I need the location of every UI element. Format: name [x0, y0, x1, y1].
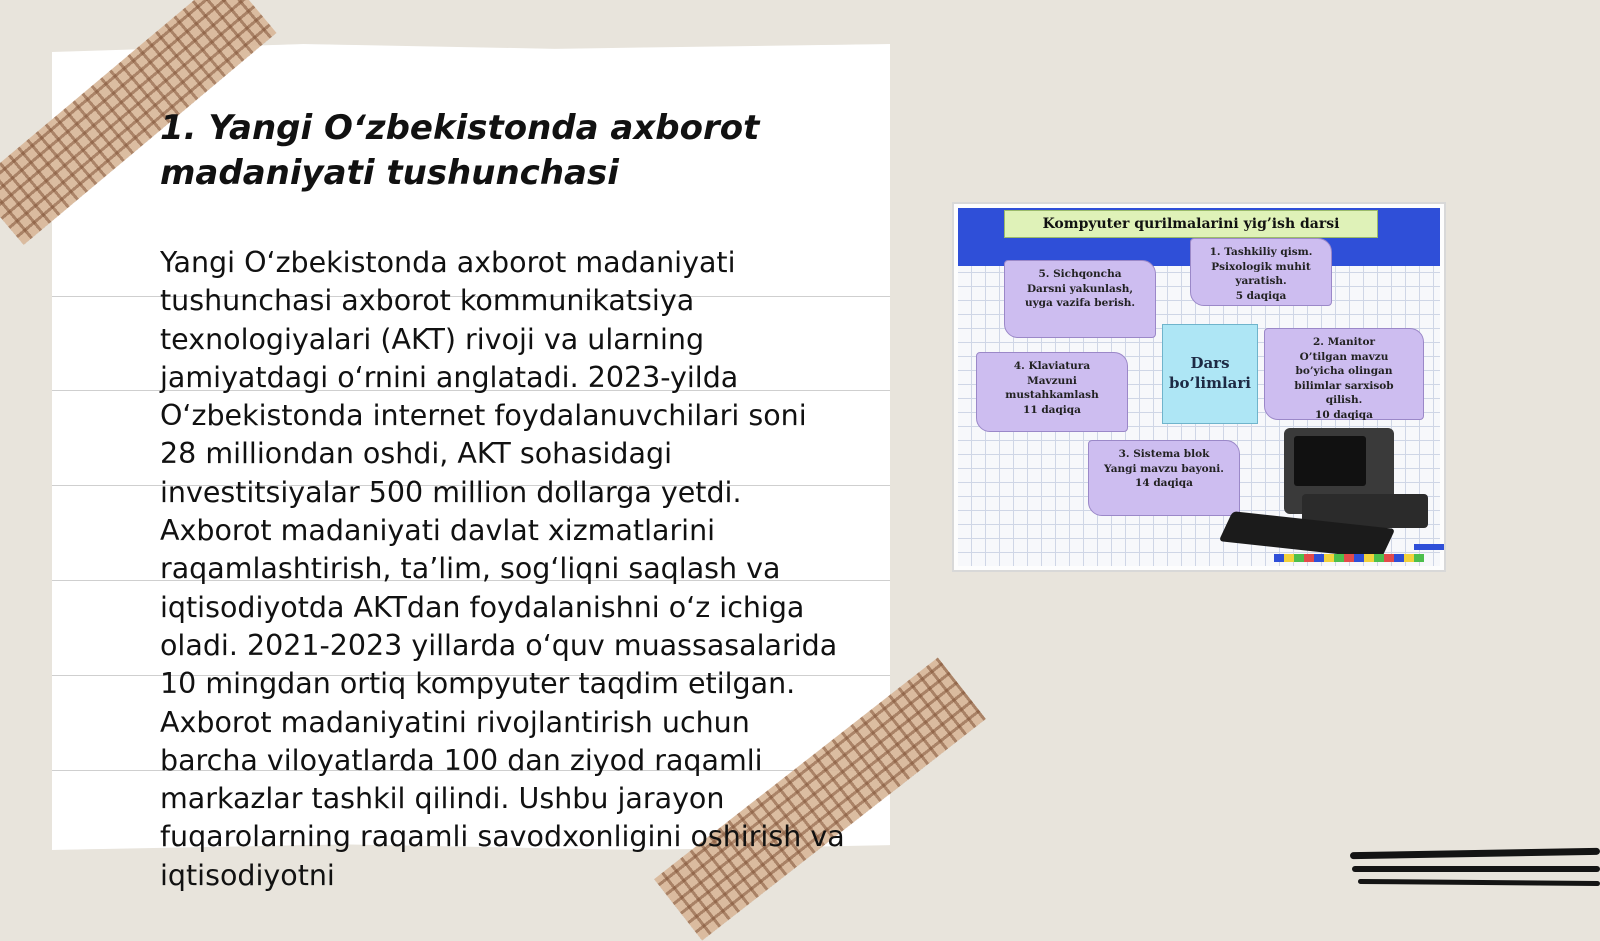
scroll-item-3: 3. Sistema blok Yangi mavzu bayoni. 14 daqiqa: [1088, 440, 1240, 516]
color-dots-decoration: [1274, 554, 1424, 562]
blue-bar-decoration: [1414, 544, 1444, 550]
scroll-item-2: 2. Manitor O’tilgan mavzu bo’yicha olingan bilimlar sarxisob qilish. 10 daqiqa: [1264, 328, 1424, 420]
brush-stroke: [1350, 848, 1600, 859]
scroll-item-1: 1. Tashkiliy qism. Psixologik muhit yaratish. 5 daqiqa: [1190, 238, 1332, 306]
brush-stroke: [1352, 866, 1600, 872]
lesson-diagram-image: [952, 202, 1446, 572]
brush-stroke: [1358, 879, 1600, 886]
image-title: Kompyuter qurilmalarini yig’ish darsi: [1004, 210, 1378, 238]
slide-heading: 1. Yangi O‘zbekistonda axborot madaniyati tushunchasi: [160, 108, 760, 193]
center-box: Dars bo’limlari: [1162, 324, 1258, 424]
scroll-item-4: 4. Klaviatura Mavzuni mustahkamlash 11 daqiqa: [976, 352, 1128, 432]
slide-body-text: Yangi O‘zbekistonda axborot madaniyati tushunchasi axborot kommunikatsiya texnologiyalari (AKT) rivoji va ularning jamiyatdagi o‘rnini anglatadi. 2023-yilda O‘zbekistonda internet foydalanuvchilari soni 28 milliondan oshdi, AKT sohasidagi investitsiyalar 500 million dollarga yetdi. Axborot madaniyati davlat xizmatlarini raqamlashtirish, ta’lim, sog‘liqni saqlash va iqtisodiyotda AKTdan foydalanishni o‘z ichiga oladi. 2021-2023 yillarda o‘quv muassasalarida 10 mingdan ortiq kompyuter taqdim etilgan. Axborot madaniyatini rivojlantirish uchun barcha viloyatlarda 100 dan ziyod raqamli markazlar tashkil qilindi. Ushbu jarayon fuqarolarning raqamli savodxonligini oshirish va iqtisodiyotni: [160, 246, 845, 892]
scroll-item-5: 5. Sichqoncha Darsni yakunlash, uyga vazifa berish.: [1004, 260, 1156, 338]
